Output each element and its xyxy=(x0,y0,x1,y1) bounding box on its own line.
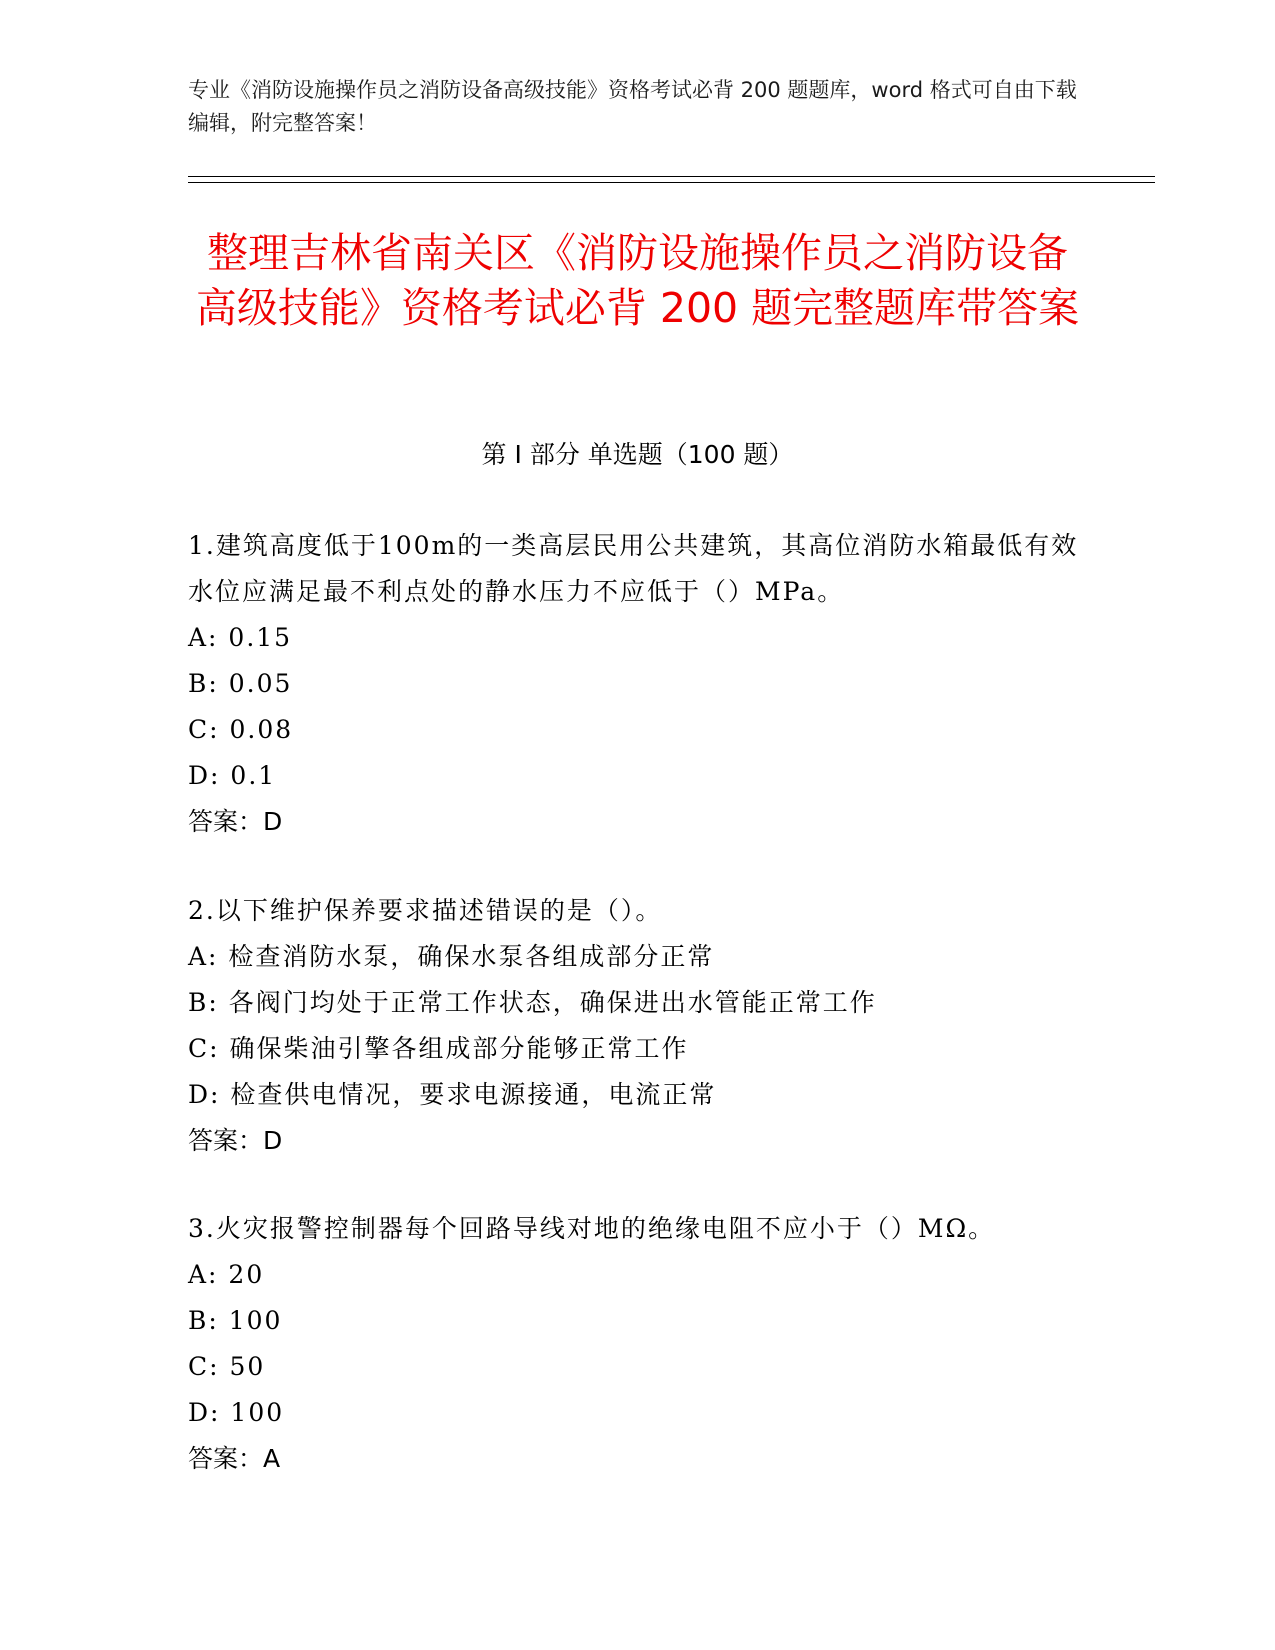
question-2 xyxy=(188,888,1088,1164)
option-a: A: 20 xyxy=(188,1260,265,1289)
option-b: B: 0.05 xyxy=(188,669,293,698)
option-a: A: 检查消防水泵，确保水泵各组成部分正常 xyxy=(188,942,715,971)
option-b: B: 100 xyxy=(188,1306,283,1335)
option-d: D: 100 xyxy=(188,1398,285,1427)
header-divider-top xyxy=(188,176,1155,177)
question-stem: 3.火灾报警控制器每个回路导线对地的绝缘电阻不应小于（）MΩ。 xyxy=(188,1214,996,1243)
document-title: 整理吉林省南关区《消防设施操作员之消防设备高级技能》资格考试必背 200 题完整题库带答案 xyxy=(195,229,1080,332)
option-a: A: 0.15 xyxy=(188,623,293,652)
answer: 答案：A xyxy=(188,1444,281,1473)
option-c: C: 0.08 xyxy=(188,715,294,744)
answer: 答案：D xyxy=(188,1126,283,1155)
option-c: C: 50 xyxy=(188,1352,266,1381)
header-note: 专业《消防设施操作员之消防设备高级技能》资格考试必背 200 题题库，word 格式可自由下载编辑，附完整答案！ xyxy=(188,78,1077,135)
answer: 答案：D xyxy=(188,807,283,836)
question-1 xyxy=(188,523,1088,845)
header-divider-bottom xyxy=(188,182,1155,183)
question-stem: 2.以下维护保养要求描述错误的是（）。 xyxy=(188,896,663,925)
option-d: D: 检查供电情况，要求电源接通，电流正常 xyxy=(188,1080,717,1109)
option-c: C: 确保柴油引擎各组成部分能够正常工作 xyxy=(188,1034,689,1063)
question-stem: 1.建筑高度低于100m的一类高层民用公共建筑，其高位消防水箱最低有效水位应满足最不利点处的静水压力不应低于（）MPa。 xyxy=(188,531,1079,606)
section-heading: 第 I 部分 单选题（100 题） xyxy=(481,440,794,469)
option-b: B: 各阀门均处于正常工作状态，确保进出水管能正常工作 xyxy=(188,988,877,1017)
question-3 xyxy=(188,1206,1088,1482)
option-d: D: 0.1 xyxy=(188,761,277,790)
